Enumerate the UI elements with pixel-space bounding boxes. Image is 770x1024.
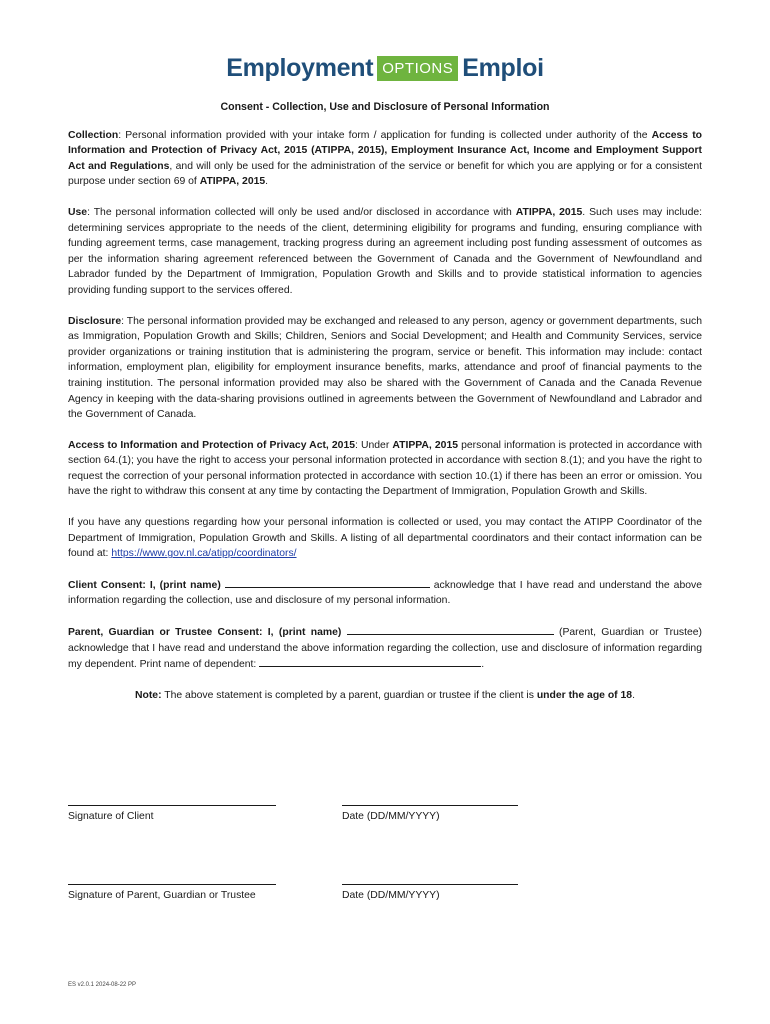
client-consent-label: Client Consent: I, (print name)	[68, 579, 221, 591]
disclosure-text: : The personal information provided may be exchanged and released to any person, agency or government departments, such as Immigration, Population Growth and Skills; Children, Seniors and Social Development; and Health and Community Services, service provider organizations or training institution that is administering the program, service or benefit. This information may include: contact information, employment plan, eligibility for employment insurance benefits, marks, attendance and proof of financial payments to the training institution. The personal information provided may also be shared with the Government of Canada and the Canada Revenue Agency in keeping with the data-sharing provisions outlined in agreements between the Government of Newfoundland and Labrador and the Government of Canada.	[68, 315, 702, 421]
access-text-1: : Under	[355, 439, 393, 451]
employment-options-logo	[0, 54, 770, 83]
collection-paragraph	[68, 128, 702, 190]
note-label: Note:	[135, 689, 162, 701]
logo-right-word: Emploi	[462, 54, 544, 82]
collection-text-2: , and will only be used for the administration of the service or benefit for which you are applying or for a consistent purpose under section 69 of	[68, 160, 702, 188]
use-text-2: . Such uses may include: determining services appropriate to the needs of the client, determining eligibility for programs and funding, ensuring compliance with funding agreement terms, case management, tracking progress during an agreement including post funding assessment of outcomes as per the information sharing agreement referenced between the Government of Canada and the Government of Newfoundland and Labrador funded by the Department of Immigration, Population Growth and Skills and to provide statistical information to agencies providing funding support to the services offered.	[68, 206, 703, 296]
access-label: Access to Information and Protection of Privacy Act, 2015	[68, 439, 356, 451]
client-print-name-field[interactable]	[225, 577, 430, 588]
note-paragraph	[68, 688, 702, 704]
note-text-1: The above statement is completed by a parent, guardian or trustee if the client is	[161, 689, 537, 701]
client-consent-paragraph	[68, 577, 702, 609]
use-label: Use	[68, 206, 88, 218]
collection-text-1: : Personal information provided with your intake form / application for funding is collected under authority of the	[118, 129, 652, 141]
questions-paragraph	[68, 515, 702, 562]
form-version-footer: ES v2.0.1 2024-08-22 PP	[68, 982, 137, 988]
parent-date-line[interactable]	[342, 884, 518, 885]
collection-label: Collection	[68, 129, 119, 141]
disclosure-label: Disclosure	[68, 315, 122, 327]
access-paragraph	[68, 438, 702, 500]
atipp-coordinators-link[interactable]: https://www.gov.nl.ca/atipp/coordinators/	[111, 548, 297, 560]
access-atippa: ATIPPA, 2015	[392, 439, 459, 451]
parent-consent-label: Parent, Guardian or Trustee Consent: I, (print name)	[68, 627, 342, 639]
access-text-2: personal information is protected in accordance with section 64.(1); you have the right to access your personal information protected in accordance with section 8.(1); and you have the right to request the correction of your personal information protected in accordance with section 10.(1) if there has been an error or omission. You have the right to withdraw this consent at any time by contacting the Department of Immigration, Population Growth and Skills.	[68, 439, 702, 498]
questions-text: If you have any questions regarding how your personal information is collected or used, you may contact the ATIPP Coordinator of the Department of Immigration, Population Growth and Skills. A listing of all departmental coordinators and their contact information can be found at:	[68, 517, 702, 560]
parent-date-label: Date (DD/MM/YYYY)	[342, 890, 440, 901]
collection-atippa: ATIPPA, 2015	[199, 176, 266, 188]
logo-left-word: Employment	[226, 54, 374, 82]
note-age: under the age of 18	[536, 689, 633, 701]
parent-print-name-field[interactable]	[347, 624, 554, 635]
client-signature-label: Signature of Client	[68, 811, 154, 822]
collection-acts: Access to Information and Protection of Privacy Act, 2015 (ATIPPA, 2015), Employment Insurance Act, Income and Employment Support Act and Regulations	[68, 129, 703, 172]
parent-consent-period: .	[481, 659, 485, 671]
disclosure-paragraph	[68, 314, 702, 423]
use-text-1: : The personal information collected will only be used and/or disclosed in accordance with	[87, 206, 516, 218]
note-text-2: .	[632, 689, 635, 701]
parent-consent-text: (Parent, Guardian or Trustee) acknowledge that I have read and understand the above information regarding the collection, use and disclosure of information regarding my dependent. Print name of dependent:	[68, 627, 703, 671]
client-date-label: Date (DD/MM/YYYY)	[342, 811, 440, 822]
client-consent-text: acknowledge that I have read and understand the above information regarding the collection, use and disclosure of my personal information.	[68, 579, 702, 607]
dependent-name-field[interactable]	[259, 656, 481, 667]
use-atippa: ATIPPA, 2015	[515, 206, 583, 218]
logo-badge: OPTIONS	[377, 56, 458, 81]
parent-consent-paragraph	[68, 624, 702, 673]
parent-signature-line[interactable]	[68, 884, 276, 885]
parent-signature-label: Signature of Parent, Guardian or Trustee	[68, 890, 256, 901]
consent-document-body	[68, 100, 702, 718]
client-signature-line[interactable]	[68, 805, 276, 806]
document-title: Consent - Collection, Use and Disclosure of Personal Information	[220, 101, 550, 113]
client-date-line[interactable]	[342, 805, 518, 806]
use-paragraph	[68, 205, 702, 299]
collection-text-3: .	[265, 176, 269, 188]
